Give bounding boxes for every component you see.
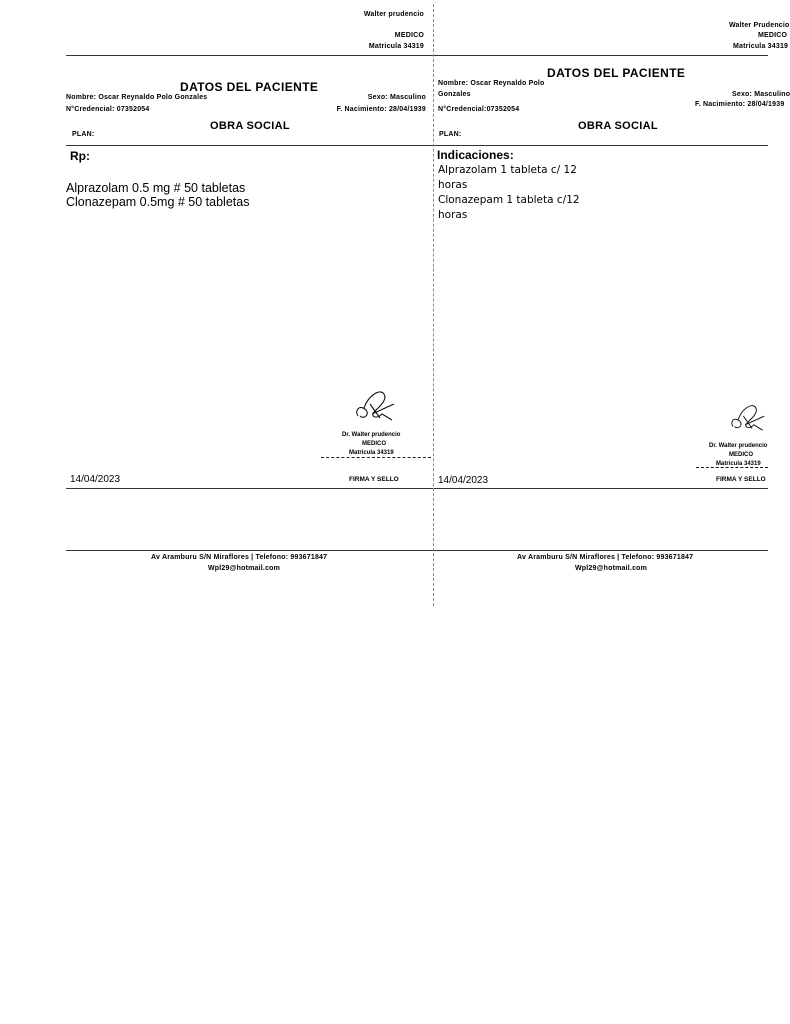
patient-sex: Sexo: Masculino — [367, 94, 426, 101]
patient-sex-copy: Sexo: Masculino — [732, 91, 790, 98]
indication-line-4: horas — [438, 209, 468, 221]
patient-credential-copy: N°Credencial:07352054 — [438, 106, 520, 113]
footer-rule-copy — [434, 550, 768, 551]
prescription-line-1: Alprazolam 0.5 mg # 50 tabletas — [66, 181, 246, 195]
prescription-date: 14/04/2023 — [70, 474, 121, 485]
doctor-name: Walter prudencio — [363, 11, 424, 18]
footer-email: Wpl29@hotmail.com — [208, 565, 281, 572]
indications-date: 14/04/2023 — [438, 475, 489, 486]
prescription-line-2: Clonazepam 0.5mg # 50 tabletas — [66, 195, 250, 209]
doctor-title-copy: MEDICO — [758, 32, 788, 39]
header-rule-copy — [434, 55, 768, 56]
doctor-title: MEDICO — [394, 32, 424, 39]
footer-rule — [66, 550, 433, 551]
signature-line-copy — [696, 467, 768, 468]
signature-doctor-title-copy: MEDICO — [729, 452, 753, 458]
signature-line — [321, 457, 431, 458]
footer-address-copy: Av Aramburu S/N Miraflores | Telefono: 993671847 — [517, 554, 694, 561]
signature-scribble-copy — [726, 398, 766, 436]
signature-caption-copy: FIRMA Y SELLO — [716, 476, 766, 483]
signature-doctor-name: Dr. Walter prudencio — [342, 432, 401, 438]
patient-section-title-copy: DATOS DEL PACIENTE — [547, 66, 686, 80]
insurance-section-title: OBRA SOCIAL — [210, 120, 290, 132]
patient-section-title: DATOS DEL PACIENTE — [180, 80, 319, 94]
doctor-name-copy: Walter Prudencio — [729, 22, 790, 29]
patient-name-copy-line1: Nombre: Oscar Reynaldo Polo — [438, 80, 545, 87]
signature-doctor-name-copy: Dr. Walter prudencio — [709, 443, 768, 449]
page-divider — [433, 4, 434, 606]
body-bottom-rule-copy — [434, 488, 768, 489]
header-rule — [66, 55, 433, 56]
insurance-section-title-copy: OBRA SOCIAL — [578, 120, 658, 132]
signature-license-copy: Matricula 34319 — [716, 461, 761, 467]
patient-birth-date-copy: F. Nacimiento: 28/04/1939 — [695, 101, 785, 108]
rp-label: Rp: — [70, 149, 90, 163]
signature-doctor-title: MEDICO — [362, 441, 386, 447]
patient-birth-date: F. Nacimiento: 28/04/1939 — [336, 106, 426, 113]
indication-line-2: horas — [438, 179, 468, 191]
body-bottom-rule — [66, 488, 433, 489]
doctor-license: Matricula 34319 — [368, 43, 424, 50]
footer-address: Av Aramburu S/N Miraflores | Telefono: 993671847 — [151, 554, 328, 561]
signature-caption: FIRMA Y SELLO — [349, 476, 399, 483]
patient-credential: N°Credencial: 07352054 — [66, 106, 150, 113]
footer-email-copy: Wpl29@hotmail.com — [575, 565, 648, 572]
indication-line-3: Clonazepam 1 tableta c/12 — [438, 194, 580, 206]
patient-name-copy-line2: Gonzales — [438, 91, 471, 98]
indication-line-1: Alprazolam 1 tableta c/ 12 — [438, 164, 577, 176]
insurance-plan-label: PLAN: — [72, 131, 95, 138]
signature-scribble — [350, 386, 396, 424]
doctor-license-copy: Matricula 34319 — [733, 43, 789, 50]
signature-license: Matricula 34319 — [349, 450, 394, 456]
patient-name: Nombre: Oscar Reynaldo Polo Gonzales — [66, 94, 208, 101]
plan-rule — [66, 145, 433, 146]
indications-label: Indicaciones: — [437, 148, 514, 162]
plan-rule-copy — [434, 145, 768, 146]
insurance-plan-label-copy: PLAN: — [439, 131, 462, 138]
